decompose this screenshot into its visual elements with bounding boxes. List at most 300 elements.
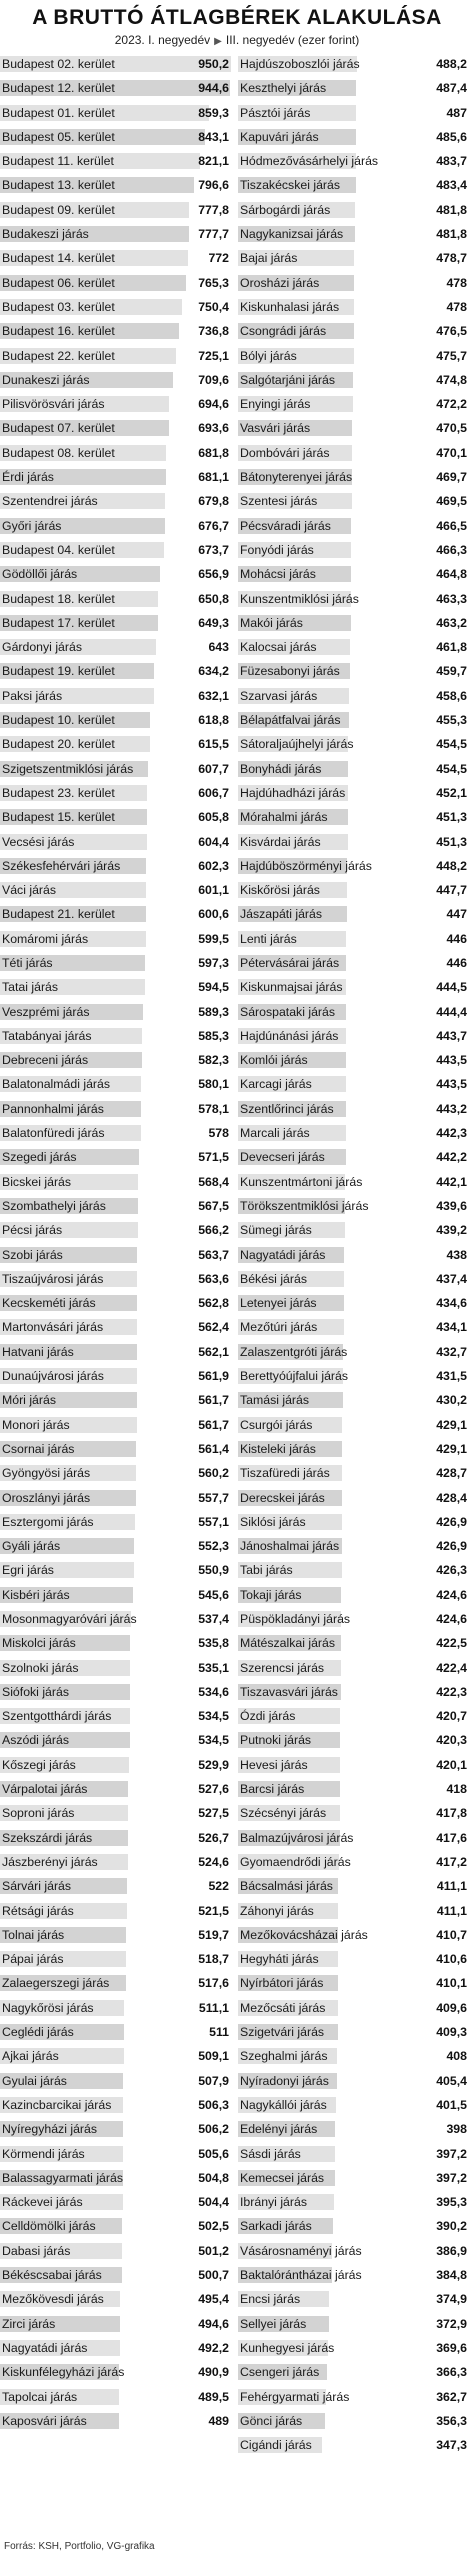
value-label: 434,1 (436, 1320, 467, 1335)
category-label: Kisbéri járás (2, 1587, 70, 1602)
bar-row (238, 173, 469, 197)
value-label: 428,7 (436, 1466, 467, 1481)
bar-row (0, 2044, 231, 2068)
value-label: 409,3 (436, 2025, 467, 2040)
category-label: Szigetszentmiklósi járás (2, 761, 134, 776)
value-label: 560,2 (198, 1466, 229, 1481)
value-label: 474,8 (436, 372, 467, 387)
bar-row (0, 2117, 231, 2141)
bar-row (238, 1072, 469, 1096)
category-label: Pécsváradi járás (240, 518, 331, 533)
bar-row (238, 125, 469, 149)
category-label: Hajdúhadházi járás (240, 785, 346, 800)
category-label: Jánoshalmai járás (240, 1539, 340, 1554)
category-label: Egri járás (2, 1563, 54, 1578)
value-label: 681,8 (198, 445, 229, 460)
category-label: Budapest 13. kerület (2, 178, 115, 193)
bar-row (238, 2166, 469, 2190)
category-label: Szigetvári járás (240, 2025, 325, 2040)
value-label: 437,4 (436, 1271, 467, 1286)
value-label: 567,5 (198, 1198, 229, 1213)
category-label: Budapest 09. kerület (2, 202, 115, 217)
bar-row (238, 441, 469, 465)
category-label: Balassagyarmati járás (2, 2170, 123, 2185)
category-label: Győri járás (2, 518, 62, 533)
category-label: Mórahalmi járás (240, 810, 328, 825)
bar-row (0, 659, 231, 683)
bar-row (0, 1243, 231, 1267)
value-label: 750,4 (198, 299, 229, 314)
bar-row (238, 514, 469, 538)
bar-row (238, 684, 469, 708)
category-label: Bonyhádi járás (240, 761, 322, 776)
value-label: 502,5 (198, 2219, 229, 2234)
category-label: Budapest 03. kerület (2, 299, 115, 314)
value-label: 585,3 (198, 1028, 229, 1043)
category-label: Bólyi járás (240, 348, 297, 363)
source-note: Forrás: KSH, Portfolio, VG-grafika (4, 2541, 155, 2552)
value-label: 410,6 (436, 1952, 467, 1967)
bar-row (238, 1753, 469, 1777)
category-label: Gyomaendrődi járás (240, 1854, 351, 1869)
category-label: Budapest 20. kerület (2, 737, 115, 752)
bar-row (238, 562, 469, 586)
bar-row (238, 878, 469, 902)
category-label: Sátoraljaújhelyi járás (240, 737, 354, 752)
bar-row (238, 611, 469, 635)
category-label: Mezőkovácsházai járás (240, 1927, 368, 1942)
category-label: Budapest 10. kerület (2, 713, 115, 728)
value-label: 950,2 (198, 57, 229, 71)
bar-row (238, 465, 469, 489)
category-label: Pannonhalmi járás (2, 1101, 104, 1116)
bar-row (0, 2093, 231, 2117)
category-label: Budapest 07. kerület (2, 421, 115, 436)
category-label: Nagykanizsai járás (240, 227, 344, 242)
value-label: 821,1 (198, 154, 229, 169)
bar-row (238, 951, 469, 975)
bar-row (0, 344, 231, 368)
value-label: 578 (208, 1126, 229, 1141)
category-label: Budapest 02. kerület (2, 57, 115, 71)
category-label: Csongrádi járás (240, 324, 327, 339)
bar-row (0, 1097, 231, 1121)
category-label: Budapest 17. kerület (2, 615, 115, 630)
value-label: 505,6 (198, 2146, 229, 2161)
value-label: 408 (446, 2049, 467, 2064)
category-label: Esztergomi járás (2, 1514, 94, 1529)
value-label: 534,5 (198, 1709, 229, 1724)
value-label: 562,8 (198, 1296, 229, 1311)
category-label: Gyáli járás (2, 1539, 61, 1554)
value-label: 557,7 (198, 1490, 229, 1505)
value-label: 438 (446, 1247, 467, 1262)
category-label: Balatonalmádi járás (2, 1077, 111, 1092)
bar-row (0, 1583, 231, 1607)
category-label: Karcagi járás (240, 1077, 312, 1092)
bar-row (238, 1874, 469, 1898)
bar-row (238, 2385, 469, 2409)
bar-row (0, 2166, 231, 2190)
bar-row (0, 1607, 231, 1631)
value-label: 650,8 (198, 591, 229, 606)
value-label: 431,5 (436, 1369, 467, 1384)
bar-row (0, 1510, 231, 1534)
value-label: 347,3 (436, 2438, 467, 2453)
bar-row (0, 1170, 231, 1194)
category-label: Siófoki járás (2, 1684, 69, 1699)
category-label: Tokaji járás (240, 1587, 302, 1602)
bar-row (0, 368, 231, 392)
bar-row (0, 319, 231, 343)
bar-row (0, 1850, 231, 1874)
bar-row (0, 684, 231, 708)
category-label: Paksi járás (2, 688, 63, 703)
value-label: 472,2 (436, 397, 467, 412)
bar-row (238, 271, 469, 295)
bar-row (0, 1340, 231, 1364)
value-label: 422,3 (436, 1684, 467, 1699)
value-label: 582,3 (198, 1053, 229, 1068)
value-label: 452,1 (436, 785, 467, 800)
category-label: Aszódi járás (2, 1733, 69, 1748)
category-label: Makói járás (240, 615, 303, 630)
bar-row (238, 805, 469, 829)
bar-row (0, 1996, 231, 2020)
value-label: 420,3 (436, 1733, 467, 1748)
value-label: 534,6 (198, 1684, 229, 1699)
bar-row (0, 1777, 231, 1801)
bar-row (238, 1704, 469, 1728)
category-label: Mezőtúri járás (240, 1320, 318, 1335)
value-label: 537,4 (198, 1612, 229, 1626)
category-label: Kisteleki járás (240, 1441, 316, 1456)
value-label: 429,1 (436, 1441, 467, 1456)
value-label: 463,3 (436, 591, 467, 606)
value-label: 488,2 (436, 57, 467, 71)
value-label: 443,5 (436, 1077, 467, 1092)
category-label: Dunaújvárosi járás (2, 1369, 104, 1384)
category-label: Marcali járás (240, 1126, 310, 1141)
bar-row (0, 1801, 231, 1825)
bar-row (238, 76, 469, 100)
category-label: Celldömölki járás (2, 2219, 96, 2234)
bar-row (238, 101, 469, 125)
value-label: 409,6 (436, 2000, 467, 2015)
bar-row (0, 757, 231, 781)
bar-row (238, 368, 469, 392)
bar-row (0, 1947, 231, 1971)
category-label: Törökszentmiklósi járás (240, 1198, 369, 1213)
bar-row (238, 659, 469, 683)
bar-row (0, 2312, 231, 2336)
bar-row (0, 2263, 231, 2287)
bar-row (0, 1656, 231, 1680)
category-label: Tiszakécskei járás (240, 178, 340, 193)
category-label: Szentgotthárdi járás (2, 1709, 112, 1724)
bar-row (238, 1971, 469, 1995)
value-label: 447 (446, 907, 467, 922)
category-label: Budapest 15. kerület (2, 810, 115, 825)
category-label: Ózdi járás (240, 1709, 296, 1724)
value-label: 443,2 (436, 1101, 467, 1116)
value-label: 509,1 (198, 2049, 229, 2064)
value-label: 426,9 (436, 1539, 467, 1554)
value-label: 469,5 (436, 494, 467, 509)
value-label: 568,4 (198, 1174, 229, 1189)
bar-row (238, 975, 469, 999)
category-label: Móri járás (2, 1393, 56, 1408)
value-label: 444,5 (436, 980, 467, 995)
value-label: 405,4 (436, 2073, 467, 2088)
category-label: Debreceni járás (2, 1053, 89, 1068)
bar-row (0, 222, 231, 246)
bar-row (0, 1315, 231, 1339)
category-label: Kisvárdai járás (240, 834, 321, 849)
value-label: 561,4 (198, 1441, 229, 1456)
value-label: 372,9 (436, 2316, 467, 2331)
value-label: 390,2 (436, 2219, 467, 2234)
value-label: 643 (208, 640, 229, 655)
value-label: 632,1 (198, 688, 229, 703)
value-label: 463,2 (436, 615, 467, 630)
category-label: Mosonmagyaróvári járás (2, 1612, 137, 1626)
category-label: Kiskunhalasi járás (240, 299, 340, 314)
bar-row (238, 708, 469, 732)
category-label: Hajdúszoboszlói járás (240, 57, 360, 71)
bar-row (0, 587, 231, 611)
category-label: Baktalórántházai járás (240, 2268, 362, 2283)
value-label: 464,8 (436, 567, 467, 582)
value-label: 545,6 (198, 1587, 229, 1602)
category-label: Rétsági járás (2, 1903, 74, 1918)
bar-row (0, 1826, 231, 1850)
category-label: Téti járás (2, 955, 53, 970)
category-label: Körmendi járás (2, 2146, 85, 2161)
category-label: Mátészalkai járás (240, 1636, 335, 1651)
category-label: Szegedi járás (2, 1150, 77, 1165)
value-label: 693,6 (198, 421, 229, 436)
category-label: Gönci járás (240, 2413, 303, 2428)
value-label: 485,6 (436, 129, 467, 144)
bar-row (0, 1437, 231, 1461)
bar-row (0, 101, 231, 125)
value-label: 679,8 (198, 494, 229, 509)
category-label: Dunakeszi járás (2, 372, 90, 387)
category-label: Csornai járás (2, 1441, 75, 1456)
category-label: Keszthelyi járás (240, 81, 327, 96)
category-label: Komlói járás (240, 1053, 308, 1068)
bar-row (238, 1048, 469, 1072)
value-label: 439,6 (436, 1198, 467, 1213)
bar-row (238, 1777, 469, 1801)
category-label: Encsi járás (240, 2292, 301, 2307)
value-label: 417,2 (436, 1854, 467, 1869)
bar-row (238, 1218, 469, 1242)
bar-row (238, 2093, 469, 2117)
bar-row (0, 1121, 231, 1145)
value-label: 534,5 (198, 1733, 229, 1748)
bar-row (0, 2142, 231, 2166)
bar-row (238, 2117, 469, 2141)
bar-row (238, 295, 469, 319)
bar-row (0, 732, 231, 756)
category-label: Füzesabonyi járás (240, 664, 340, 679)
category-label: Budapest 23. kerület (2, 785, 115, 800)
category-label: Siklósi járás (240, 1514, 306, 1529)
category-label: Kunhegyesi járás (240, 2340, 335, 2355)
value-label: 519,7 (198, 1927, 229, 1942)
bar-row (238, 902, 469, 926)
category-label: Bicskei járás (2, 1174, 72, 1189)
category-label: Zalaegerszegi járás (2, 1976, 110, 1991)
value-label: 600,6 (198, 907, 229, 922)
bar-row (0, 1072, 231, 1096)
value-label: 454,5 (436, 761, 467, 776)
value-label: 649,3 (198, 615, 229, 630)
category-label: Kiskunmajsai járás (240, 980, 343, 995)
value-label: 527,5 (198, 1806, 229, 1821)
value-label: 434,6 (436, 1296, 467, 1311)
bar-row (238, 1510, 469, 1534)
category-label: Berettyóújfalui járás (240, 1369, 348, 1384)
value-label: 458,6 (436, 688, 467, 703)
value-label: 429,1 (436, 1417, 467, 1432)
category-label: Sásdi járás (240, 2146, 301, 2161)
value-label: 424,6 (436, 1612, 467, 1626)
category-label: Balmazújvárosi járás (240, 1830, 354, 1845)
value-label: 417,8 (436, 1806, 467, 1821)
value-label: 777,8 (198, 202, 229, 217)
chart-subtitle (0, 33, 474, 47)
bar-row (238, 319, 469, 343)
value-label: 511,1 (198, 2000, 229, 2015)
subtitle-period-right: III. negyedév (ezer forint) (225, 33, 360, 47)
value-label: 571,5 (198, 1150, 229, 1165)
bar-row (238, 2287, 469, 2311)
bar-row (238, 1728, 469, 1752)
bar-row (0, 125, 231, 149)
value-label: 454,5 (436, 737, 467, 752)
value-label: 656,9 (198, 567, 229, 582)
bar-row (0, 830, 231, 854)
value-label: 605,8 (198, 810, 229, 825)
value-label: 442,2 (436, 1150, 467, 1165)
category-label: Dabasi járás (2, 2243, 71, 2258)
value-label: 524,6 (198, 1854, 229, 1869)
category-label: Nagykállói járás (240, 2097, 327, 2112)
value-label: 615,5 (198, 737, 229, 752)
value-label: 411,1 (436, 1903, 467, 1918)
bar-row (0, 1194, 231, 1218)
category-label: Szerencsi járás (240, 1660, 325, 1675)
value-label: 478 (446, 275, 467, 290)
value-label: 451,3 (436, 834, 467, 849)
bar-row (238, 732, 469, 756)
value-label: 517,6 (198, 1976, 229, 1991)
bar-row (0, 1388, 231, 1412)
bar-row (238, 1097, 469, 1121)
value-label: 395,3 (436, 2195, 467, 2210)
value-label: 562,1 (198, 1344, 229, 1359)
bar-row (0, 902, 231, 926)
value-label: 527,6 (198, 1782, 229, 1797)
value-label: 506,2 (198, 2122, 229, 2137)
category-label: Gyulai járás (2, 2073, 67, 2088)
category-label: Kaposvári járás (2, 2413, 87, 2428)
bar-row (0, 878, 231, 902)
value-label: 422,4 (436, 1660, 467, 1675)
value-label: 489,5 (198, 2389, 229, 2404)
bar-row (0, 1899, 231, 1923)
value-label: 356,3 (436, 2413, 467, 2428)
value-label: 442,3 (436, 1126, 467, 1141)
category-label: Martonvásári járás (2, 1320, 104, 1335)
bar-row (0, 1534, 231, 1558)
category-label: Sarkadi járás (240, 2219, 312, 2234)
bar-row (238, 1947, 469, 1971)
bar-row (238, 2190, 469, 2214)
category-label: Salgótarjáni járás (240, 372, 336, 387)
bar-row (0, 465, 231, 489)
category-label: Budapest 04. kerület (2, 542, 115, 557)
bar-row (0, 2069, 231, 2093)
value-label: 606,7 (198, 785, 229, 800)
bar-row (238, 2336, 469, 2360)
value-label: 451,3 (436, 810, 467, 825)
category-label: Csengeri járás (240, 2365, 320, 2380)
value-label: 430,2 (436, 1393, 467, 1408)
value-label: 535,1 (198, 1660, 229, 1675)
category-label: Kiskőrösi járás (240, 883, 320, 898)
bar-row (238, 416, 469, 440)
category-label: Tamási járás (240, 1393, 310, 1408)
bar-row (238, 1315, 469, 1339)
bar-row (0, 2409, 231, 2433)
category-label: Bácsalmási járás (240, 1879, 333, 1894)
category-label: Sellyei járás (240, 2316, 307, 2331)
value-label: 599,5 (198, 931, 229, 946)
category-label: Bajai járás (240, 251, 298, 266)
bar-row (0, 1024, 231, 1048)
value-label: 475,7 (436, 348, 467, 363)
category-label: Oroszlányi járás (2, 1490, 91, 1505)
category-label: Balatonfüredi járás (2, 1126, 105, 1141)
value-label: 483,7 (436, 154, 467, 169)
category-label: Sümegi járás (240, 1223, 312, 1238)
bar-row (238, 587, 469, 611)
bar-row (238, 2020, 469, 2044)
value-label: 529,9 (198, 1757, 229, 1772)
value-label: 422,5 (436, 1636, 467, 1651)
value-label: 362,7 (436, 2389, 467, 2404)
category-label: Vecsési járás (2, 834, 75, 849)
value-label: 521,5 (198, 1903, 229, 1918)
value-label: 561,9 (198, 1369, 229, 1384)
category-label: Pápai járás (2, 1952, 64, 1967)
value-label: 507,9 (198, 2073, 229, 2088)
value-label: 709,6 (198, 372, 229, 387)
category-label: Szarvasi járás (240, 688, 318, 703)
bar-row (0, 951, 231, 975)
category-label: Ibrányi járás (240, 2195, 307, 2210)
category-label: Ceglédi járás (2, 2025, 74, 2040)
value-label: 578,1 (198, 1101, 229, 1116)
category-label: Hegyháti járás (240, 1952, 319, 1967)
bar-row (0, 562, 231, 586)
category-label: Pécsi járás (2, 1223, 63, 1238)
category-label: Budapest 22. kerület (2, 348, 115, 363)
